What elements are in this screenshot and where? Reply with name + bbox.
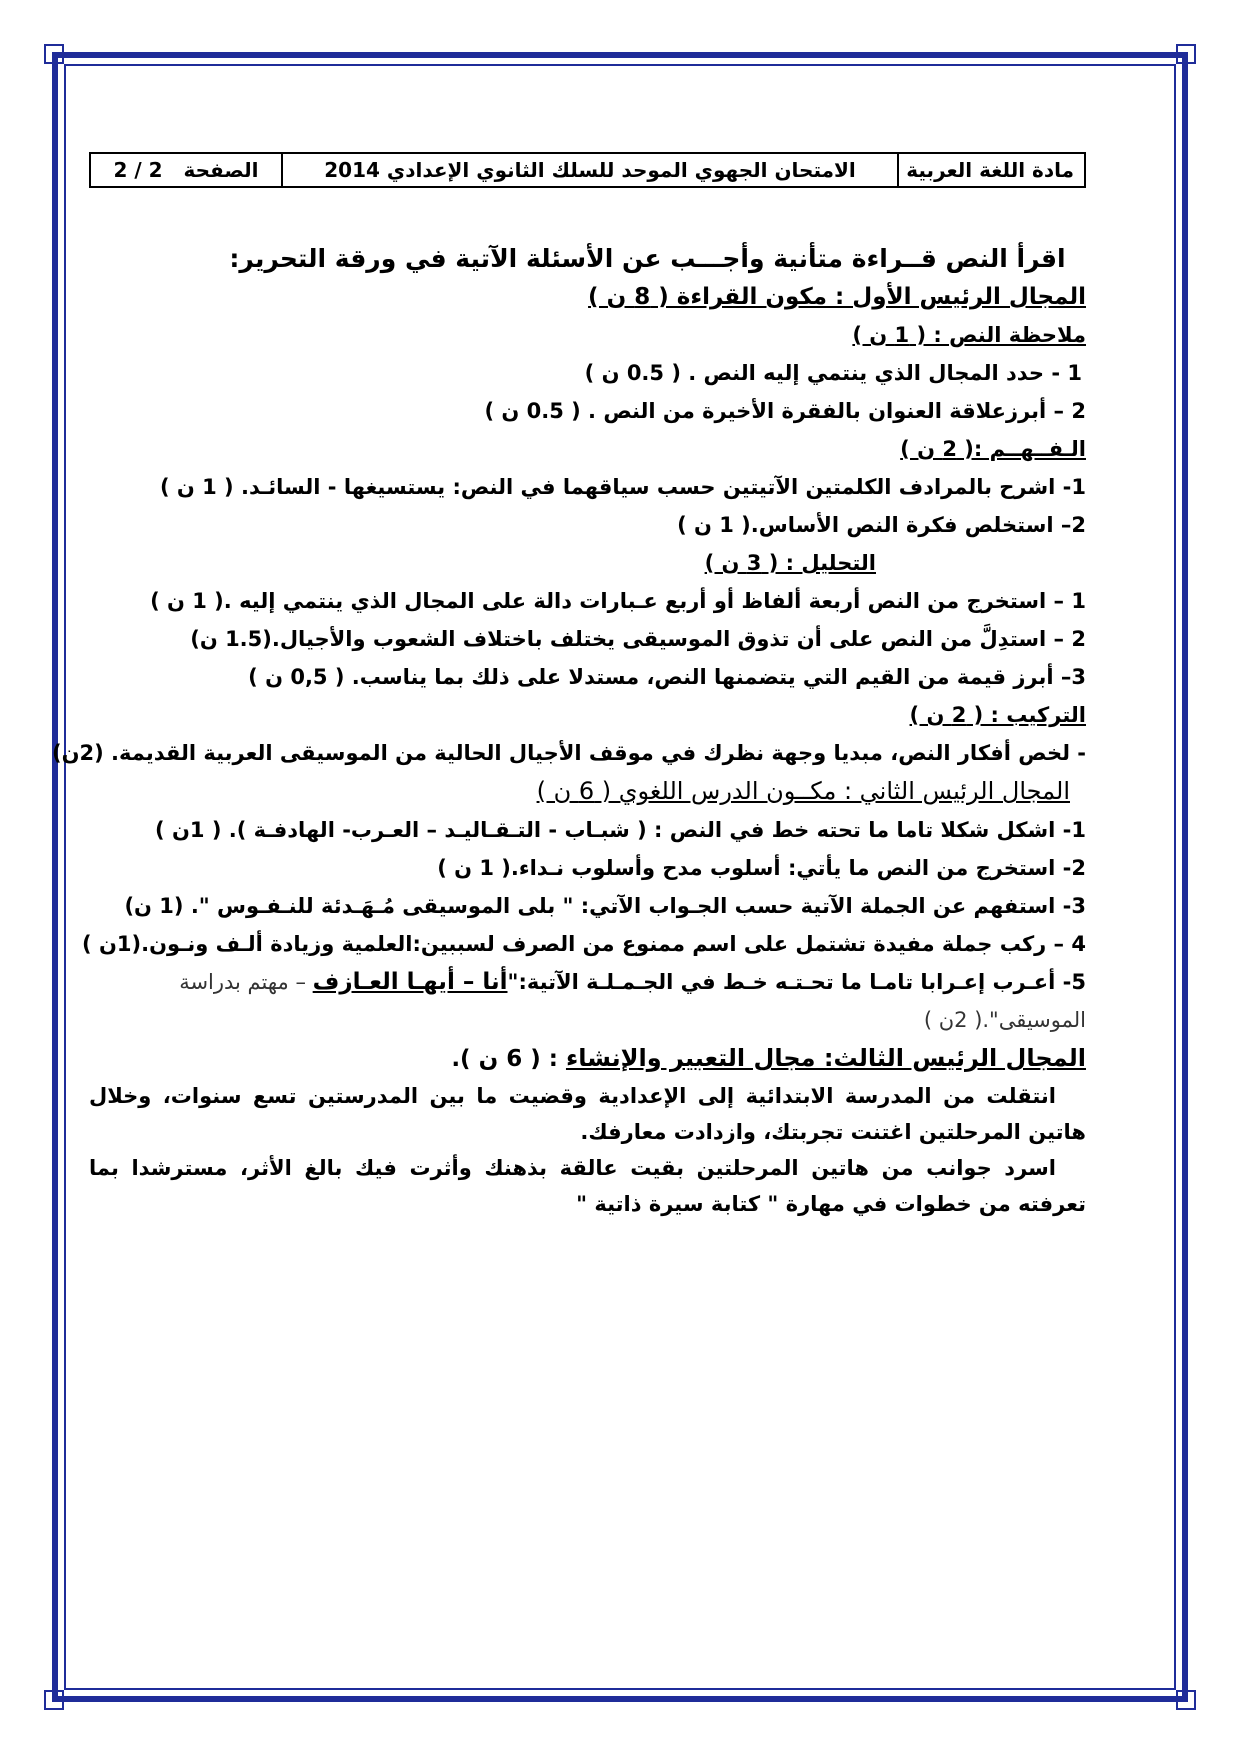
synthesis-q1: - لخص أفكار النص، مبديا وجهة نظرك في موقف الأجيال الحالية من الموسيقى العربية القديمة. (2ن)	[51, 741, 1086, 765]
language-q5-underlined: أنا – أيهـا العـازف	[312, 969, 508, 995]
domain1-title: المجال الرئيس الأول : مكون القراءة ( 8 ن )	[588, 284, 1086, 310]
page-label: الصفحة	[183, 158, 259, 182]
exam-title-cell: الامتحان الجهوي الموحد للسلك الثانوي الإعدادي 2014	[282, 153, 898, 187]
analysis-q3: 3– أبرز قيمة من القيم التي يتضمنها النص، مستدلا على ذلك بما يناسب. ( 0,5 ن )	[248, 665, 1086, 689]
synthesis-title: التركيب : ( 2 ن )	[909, 703, 1086, 727]
language-q1: 1- اشكل شكلا تاما ما تحته خط في النص : ( شبـاب - التـقـاليـد – العـرب- الهادفـة ). ( 1ن )	[155, 818, 1086, 842]
observation-q1: 1 - حدد المجال الذي ينتمي إليه النص . ( 0.5 ن )	[584, 361, 1082, 385]
language-q5-prefix: 5- أعـرب إعـرابا تامـا ما تحـتـه خـط في الجـمـلـة الآتية:"	[507, 970, 1086, 994]
analysis-q2: 2 – استدِلَّ من النص على أن تذوق الموسيقى يختلف باختلاف الشعوب والأجيال.(1.5 ن)	[190, 627, 1086, 651]
understanding-title: الـفــهــم :( 2 ن )	[900, 437, 1086, 461]
page-number: 2 / 2	[113, 158, 163, 182]
observation-q2: 2 – أبرزعلاقة العنوان بالفقرة الأخيرة من النص . ( 0.5 ن )	[484, 399, 1086, 423]
writing-prompt-para1: انتقلت من المدرسة الابتدائية إلى الإعدادية وقضيت ما بين المدرستين تسع سنوات، وخلال هاتين المرحلتين اغتنت تجربتك، وازدادت معارفك.	[89, 1084, 1086, 1144]
exam-header	[89, 152, 1086, 188]
writing-prompt-para2: اسرد جوانب من هاتين المرحلتين بقيت عالقة بذهنك وأثرت فيك بالغ الأثر، مسترشدا بما تعرفته من خطوات في مهارة " كتابة سيرة ذاتية "	[89, 1156, 1086, 1216]
border-corner	[1176, 44, 1196, 64]
language-q5	[89, 963, 1086, 1001]
understanding-q2: 2– استخلص فكرة النص الأساس.( 1 ن )	[677, 513, 1086, 537]
exam-content	[51, 240, 1086, 1222]
page-number-cell	[90, 153, 282, 187]
observation-title: ملاحظة النص : ( 1 ن )	[852, 323, 1086, 347]
language-q5-line2: الموسيقى".( 2ن )	[923, 1008, 1086, 1032]
language-q3: 3- استفهم عن الجملة الآتية حسب الجـواب الآتي: " بلى الموسيقى مُـهَـدئة للنـفـوس ". (1 ن)	[124, 894, 1086, 918]
analysis-q1: 1 – استخرج من النص أربعة ألفاظ أو أربع عـبارات دالة على المجال الذي ينتمي إليه .( 1 ن )	[150, 589, 1086, 613]
analysis-title: التحليل : ( 3 ن )	[704, 551, 876, 575]
instruction: اقرأ النص قــراءة متأنية وأجـــب عن الأسئلة الآتية في ورقة التحرير:	[229, 244, 1066, 273]
language-q4: 4 – ركب جملة مفيدة تشتمل على اسم ممنوع من الصرف لسببين:العلمية وزيادة ألـف ونـون.(1ن )	[82, 932, 1086, 956]
language-q2: 2- استخرج من النص ما يأتي: أسلوب مدح وأسلوب نـداء.( 1 ن )	[437, 856, 1086, 880]
domain3-title: المجال الرئيس الثالث: مجال التعبير والإنشاء	[565, 1044, 1086, 1072]
border-corner	[44, 1690, 64, 1710]
understanding-q1: 1- اشرح بالمرادف الكلمتين الآتيتين حسب سياقهما في النص: يستسيغها - السائـد. ( 1 ن )	[159, 475, 1086, 499]
border-corner	[44, 44, 64, 64]
language-q5-suffix: – مهتم بدراسة	[179, 970, 313, 994]
domain2-title: المجال الرئيس الثاني : مكــون الدرس اللغوي ( 6 ن )	[536, 777, 1070, 805]
subject-cell: مادة اللغة العربية	[898, 153, 1085, 187]
border-corner	[1176, 1690, 1196, 1710]
domain3-points: : ( 6 ن ).	[451, 1046, 566, 1072]
